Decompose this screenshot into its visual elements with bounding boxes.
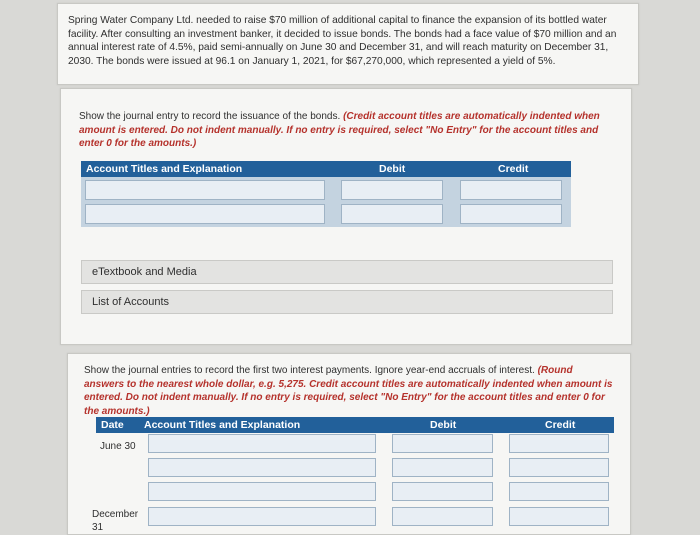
date-label-june-30: June 30 bbox=[100, 441, 136, 452]
debit-amount-input[interactable] bbox=[392, 458, 493, 477]
debit-amount-input[interactable] bbox=[392, 482, 493, 501]
list-of-accounts-button[interactable]: List of Accounts bbox=[81, 290, 613, 314]
account-title-input[interactable] bbox=[148, 458, 376, 477]
part1-instruction-note: (Credit account titles are automatically indented when amount is entered. Do not indent manually. If no entry is required, select "No Entry" for the account titles and enter 0 for the amounts.) bbox=[79, 111, 600, 149]
etextbook-media-button[interactable]: eTextbook and Media bbox=[81, 260, 613, 284]
column-header-credit: Credit bbox=[498, 163, 529, 175]
problem-statement-text: Spring Water Company Ltd. needed to raise $70 million of additional capital to finance the expansion of its bottled water facility. After consulting an investment banker, it decided to issue bonds. The bonds had a face value of $70 million and an annual interest rate of 4.5%, paid semi-annually on June 30 and December 31, and will reach maturity on December 31, 2030. The bonds were issued at 96.1 on January 1, 2021, for $67,270,000, which represented a yield of 5%. bbox=[68, 15, 617, 67]
credit-amount-input[interactable] bbox=[509, 507, 609, 526]
part2-table-header bbox=[96, 417, 614, 433]
problem-statement-box bbox=[57, 3, 639, 85]
debit-amount-input[interactable] bbox=[392, 434, 493, 453]
date-label-december-31: December 31 bbox=[92, 509, 139, 533]
part2-instruction-text: Show the journal entries to record the first two interest payments. Ignore year-end accruals of interest. bbox=[84, 365, 535, 376]
account-title-input[interactable] bbox=[148, 482, 376, 501]
part2-instruction-note: (Round answers to the nearest whole dollar, e.g. 5,275. Credit account titles are automatically indented when amount is entered. Do not indent manually. If no entry is required, select "No Entry" for the account titles and enter 0 for the amounts.) bbox=[84, 365, 613, 417]
part1-table-header bbox=[81, 161, 571, 177]
credit-amount-input[interactable] bbox=[509, 482, 609, 501]
part1-panel bbox=[60, 88, 632, 345]
column-header-debit: Debit bbox=[379, 163, 406, 175]
part2-instruction bbox=[84, 364, 614, 418]
column-header-account: Account Titles and Explanation bbox=[144, 419, 301, 431]
account-title-input[interactable] bbox=[85, 180, 325, 200]
account-title-input[interactable] bbox=[148, 434, 376, 453]
account-title-input[interactable] bbox=[148, 507, 376, 526]
part1-instruction-text: Show the journal entry to record the issuance of the bonds. bbox=[79, 111, 341, 122]
debit-amount-input[interactable] bbox=[341, 204, 443, 224]
credit-amount-input[interactable] bbox=[509, 458, 609, 477]
credit-amount-input[interactable] bbox=[460, 180, 562, 200]
credit-amount-input[interactable] bbox=[509, 434, 609, 453]
column-header-date: Date bbox=[101, 419, 124, 431]
account-title-input[interactable] bbox=[85, 204, 325, 224]
column-header-credit: Credit bbox=[545, 419, 576, 431]
debit-amount-input[interactable] bbox=[392, 507, 493, 526]
column-header-debit: Debit bbox=[430, 419, 457, 431]
debit-amount-input[interactable] bbox=[341, 180, 443, 200]
credit-amount-input[interactable] bbox=[460, 204, 562, 224]
part1-instruction bbox=[79, 110, 619, 151]
part2-panel bbox=[67, 353, 631, 535]
column-header-account: Account Titles and Explanation bbox=[86, 163, 243, 175]
part1-table-body bbox=[81, 177, 571, 227]
